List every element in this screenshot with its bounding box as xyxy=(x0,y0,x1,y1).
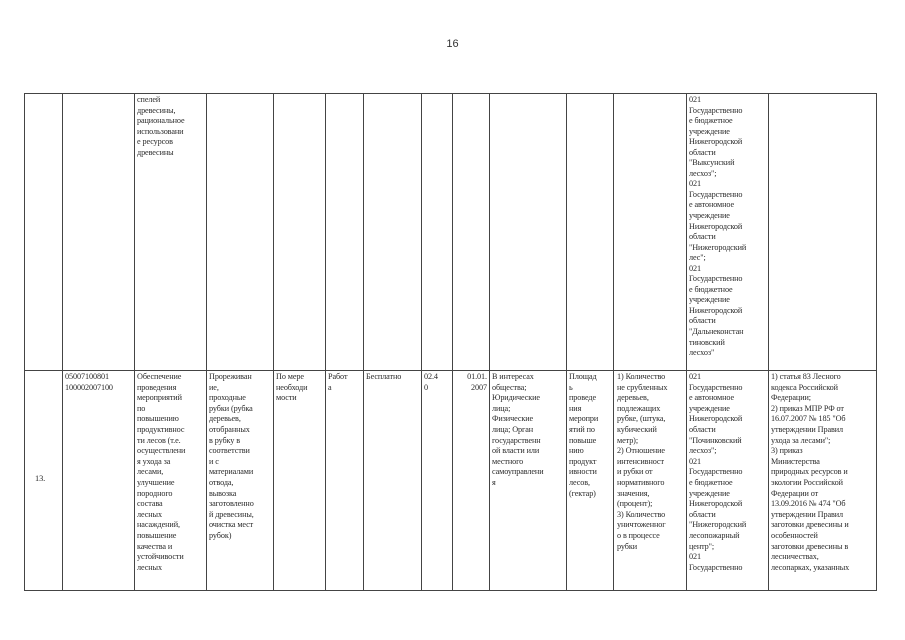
cell-legal-basis: 1) статья 83 Лесного кодекса Российской Федерации; 2) приказ МПР РФ от 16.07.2007 № 185 "Об утверждении Правил ухода за лесами"; 3) приказ Министерства природных ресурсов и экологии Российской Федерации от 13.09.2016 № 474 "Об утверждении Правил заготовки древесины и особенностей заготовки древесины в лесничествах, лесопарках, указанных xyxy=(771,372,850,572)
column-border xyxy=(489,93,490,591)
column-border xyxy=(613,93,614,591)
cell-volume-indicator: Площад ь проведе ния меропри ятий по повыше нию продукт ивности лесов, (гектар) xyxy=(569,372,599,498)
column-border xyxy=(273,93,274,591)
column-border xyxy=(421,93,422,591)
column-border xyxy=(452,93,453,591)
column-border xyxy=(876,93,877,591)
cell-date: 01.01. 2007 xyxy=(467,372,487,392)
cell-quality-indicator: 1) Количество не срубленных деревьев, подлежащих рубке, (штука, кубический метр); 2) Отношение интенсивност и рубки от нормативного значения, (процент); 3) Количество уничтоженног о в процессе рубки xyxy=(617,372,668,551)
column-border xyxy=(62,93,63,591)
cell-service-content: Прореживан ие, проходные рубки (рубка деревьев, отобранных в рубку в соответстви и с материалами отвода, вывозка заготовленно й древесины, очистка мест рубок) xyxy=(209,372,254,540)
column-border xyxy=(768,93,769,591)
cell-service-name: Обеспечение проведения мероприятий по повышению продуктивнос ти лесов (т.е. осуществлени я ухода за лесами, улучшение породного состава лесных насаждений, повышение качества и устойчивости лесных xyxy=(137,372,186,572)
cell-top-name-continued: спелей древесины, рациональное использовани е ресурсов древесины xyxy=(137,95,185,157)
cell-consumers: В интересах общества; Юридические лица; Физические лица; Орган государственн ой власти или местного самоуправлени я xyxy=(492,372,544,487)
cell-registry-code: 05007100801 100002007100 xyxy=(65,372,113,392)
cell-okved: 02.4 0 xyxy=(424,372,438,392)
cell-institutions: 021 Государственно е автономное учреждение Нижегородской области "Починковский лесхоз"; 021 Государственно е бюджетное учреждение Нижегородской области "Нижегородский лесопожарный центр"; 021 Государственно xyxy=(689,372,747,572)
column-border xyxy=(363,93,364,591)
column-border xyxy=(686,93,687,591)
cell-row-number: 13. xyxy=(35,474,46,483)
column-border xyxy=(325,93,326,591)
table-top-border xyxy=(24,93,877,94)
column-border xyxy=(566,93,567,591)
column-border xyxy=(206,93,207,591)
cell-provision-form: По мере необходи мости xyxy=(276,372,308,403)
table-bottom-border xyxy=(24,590,877,591)
cell-top-institutions: 021 Государственно е бюджетное учреждение Нижегородской области "Выксунский лесхоз"; 021 Государственно е автономное учреждение Нижегородской области "Нижегородский лес"; 021 Государственно е бюджетное учреждение Нижегородской области "Дальнеконстан тиновский лесхоз" xyxy=(689,95,747,358)
column-border xyxy=(24,93,25,591)
column-border xyxy=(134,93,135,591)
cell-paid: Бесплатно xyxy=(366,372,402,381)
row-separator xyxy=(24,370,877,371)
cell-type: Работ а xyxy=(328,372,348,392)
page-number: 16 xyxy=(446,38,459,50)
